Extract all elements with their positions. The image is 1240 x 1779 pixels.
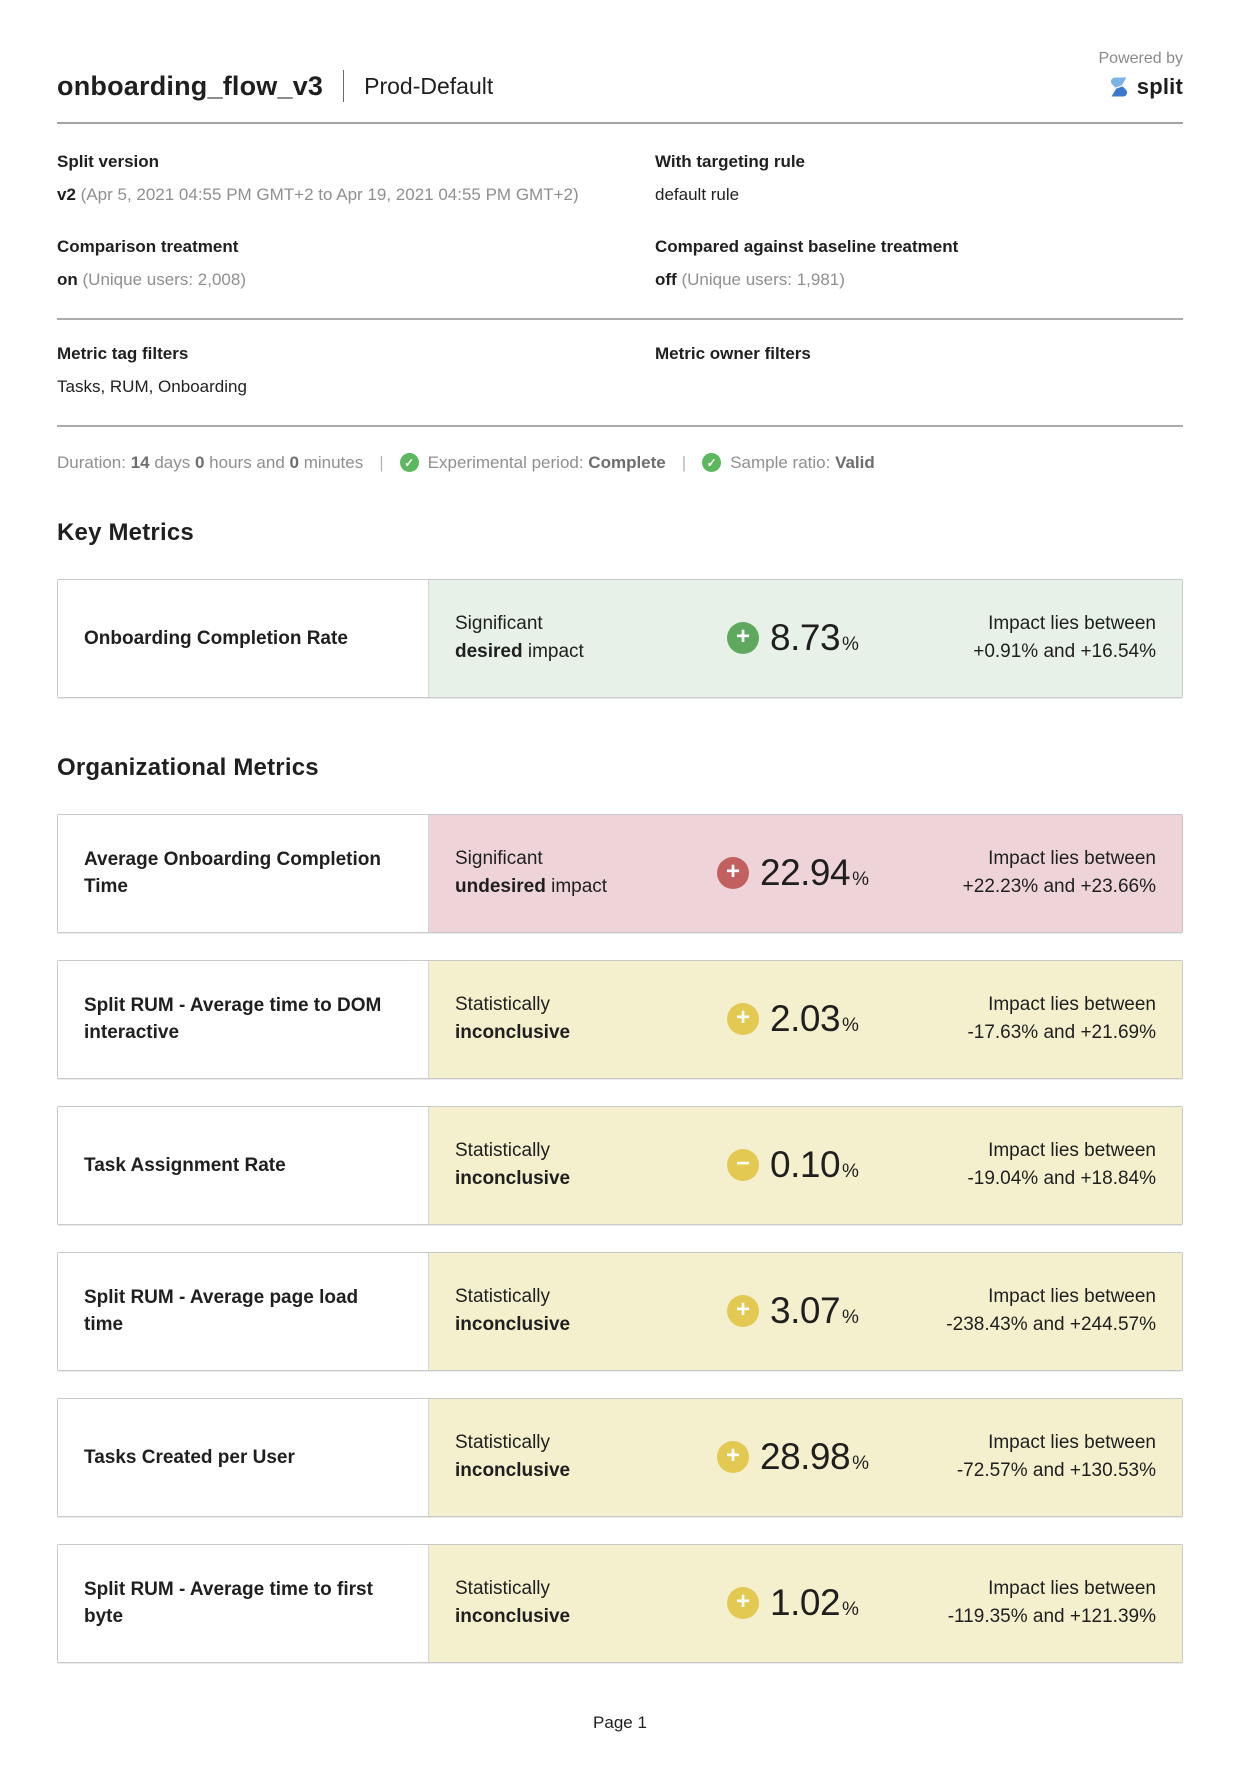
impact-percent: 1.02 xyxy=(770,1582,841,1624)
metric-result-cell xyxy=(429,815,1182,932)
title-separator xyxy=(343,70,344,102)
status-line1: Statistically xyxy=(455,993,551,1015)
meta-baseline-treatment xyxy=(655,237,1183,292)
metric-name-cell xyxy=(58,1253,429,1370)
impact-range-line1: Impact lies between xyxy=(988,993,1156,1015)
impact-range-line2: +22.23% and +23.66% xyxy=(962,876,1156,898)
meta-label: With targeting rule xyxy=(655,152,806,171)
metric-name-cell xyxy=(58,1107,429,1224)
status-line1: Statistically xyxy=(455,1431,551,1453)
status-line2: desired impact xyxy=(455,641,584,663)
impact-percent: 8.73 xyxy=(770,617,841,659)
meta-label: Metric tag filters xyxy=(57,343,189,363)
metric-result-cell xyxy=(429,580,1182,697)
metric-result-cell xyxy=(429,1107,1182,1224)
impact-range-line2: -119.35% and +121.39% xyxy=(947,1606,1156,1628)
percent-sign: % xyxy=(842,634,859,656)
minus-icon: − xyxy=(727,1149,759,1181)
organizational-metrics-heading: Organizational Metrics xyxy=(57,753,319,781)
impact-range xyxy=(906,991,1156,1048)
impact-value xyxy=(760,1436,869,1478)
metric-card xyxy=(57,814,1183,933)
impact-range-line2: -17.63% and +21.69% xyxy=(967,1022,1156,1044)
impact-value-block xyxy=(680,998,906,1040)
impact-range-line1: Impact lies between xyxy=(988,1139,1156,1161)
sample-ratio-text: Sample ratio: Valid xyxy=(730,452,875,472)
separator: | xyxy=(681,452,687,472)
metric-result-cell xyxy=(429,1545,1182,1662)
impact-range-line1: Impact lies between xyxy=(988,1285,1156,1307)
meta-value: default rule xyxy=(655,185,740,204)
status-line1: Significant xyxy=(455,612,543,634)
impact-value-block xyxy=(680,1144,906,1186)
metric-name-cell xyxy=(58,961,429,1078)
impact-value xyxy=(770,1582,859,1624)
impact-range xyxy=(906,845,1156,902)
separator: | xyxy=(379,452,384,472)
significance-status xyxy=(455,1137,680,1194)
metric-name-cell xyxy=(58,815,429,932)
plus-icon: + xyxy=(717,1441,749,1473)
metric-card xyxy=(57,1106,1183,1225)
plus-icon: + xyxy=(727,622,759,654)
check-icon: ✓ xyxy=(702,453,721,472)
metric-card xyxy=(57,1398,1183,1517)
impact-percent: 3.07 xyxy=(770,1290,841,1332)
significance-status xyxy=(455,1575,680,1632)
significance-status xyxy=(455,1283,680,1340)
impact-value-block xyxy=(680,1582,906,1624)
metric-name: Task Assignment Rate xyxy=(84,1154,286,1176)
meta-value: off (Unique users: 1,981) xyxy=(655,269,845,289)
meta-label: Metric owner filters xyxy=(655,343,811,363)
metric-result-cell xyxy=(429,1399,1182,1516)
impact-value-block xyxy=(680,617,906,659)
report-header xyxy=(57,50,1183,102)
metric-name-cell xyxy=(58,1399,429,1516)
percent-sign: % xyxy=(842,1161,859,1183)
metric-name: Onboarding Completion Rate xyxy=(84,627,348,649)
organizational-metrics-list xyxy=(57,814,1183,1663)
plus-icon: + xyxy=(727,1003,759,1035)
split-logo-icon xyxy=(1107,75,1131,99)
significance-status xyxy=(455,991,680,1048)
impact-range xyxy=(906,1137,1156,1194)
status-line2: inconclusive xyxy=(455,1314,571,1336)
impact-range-line1: Impact lies between xyxy=(988,1431,1156,1453)
percent-sign: % xyxy=(852,869,869,891)
meta-owner-filters xyxy=(655,344,1183,399)
metric-name: Split RUM - Average time to DOM interactive xyxy=(84,994,382,1044)
significance-status xyxy=(455,610,680,667)
status-line1: Statistically xyxy=(455,1577,551,1599)
significance-status xyxy=(455,1429,680,1486)
meta-grid xyxy=(57,152,1183,292)
brand-group xyxy=(1099,50,1184,102)
duration-text: Duration: 14 days 0 hours and 0 minutes xyxy=(57,452,364,472)
metric-name: Tasks Created per User xyxy=(84,1446,295,1468)
title-group xyxy=(57,70,493,102)
meta-tag-filters xyxy=(57,344,585,399)
metric-card xyxy=(57,1544,1183,1663)
impact-range xyxy=(906,1429,1156,1486)
key-metrics-heading: Key Metrics xyxy=(57,518,194,546)
metric-card xyxy=(57,579,1183,698)
experimental-period-text: Experimental period: Complete xyxy=(427,452,666,472)
impact-value xyxy=(770,1144,859,1186)
impact-range xyxy=(906,1575,1156,1632)
impact-value xyxy=(760,852,869,894)
impact-value xyxy=(770,998,859,1040)
metric-name: Split RUM - Average page load time xyxy=(84,1286,359,1336)
percent-sign: % xyxy=(842,1307,859,1329)
meta-value: v2 (Apr 5, 2021 04:55 PM GMT+2 to Apr 19, 2021 04:55 PM GMT+2) xyxy=(57,185,579,204)
impact-value-block xyxy=(680,852,906,894)
plus-icon: + xyxy=(727,1295,759,1327)
divider xyxy=(57,425,1183,427)
impact-range-line2: -238.43% and +244.57% xyxy=(946,1314,1156,1336)
impact-percent: 2.03 xyxy=(770,998,841,1040)
percent-sign: % xyxy=(852,1453,869,1475)
powered-by-label: Powered by xyxy=(1098,50,1183,67)
status-line1: Significant xyxy=(455,847,543,869)
impact-value xyxy=(770,617,859,659)
meta-targeting-rule xyxy=(655,152,1183,207)
meta-value: on (Unique users: 2,008) xyxy=(57,269,246,289)
impact-range xyxy=(906,610,1156,667)
status-line2: inconclusive xyxy=(455,1168,571,1190)
impact-range-line2: -19.04% and +18.84% xyxy=(967,1168,1156,1190)
impact-range-line1: Impact lies between xyxy=(988,612,1156,634)
check-icon: ✓ xyxy=(400,453,419,472)
plus-icon: + xyxy=(717,857,749,889)
impact-range-line1: Impact lies between xyxy=(988,847,1156,869)
impact-range-line2: -72.57% and +130.53% xyxy=(956,1460,1156,1482)
environment-name: Prod-Default xyxy=(364,72,494,99)
impact-range xyxy=(906,1283,1156,1340)
divider xyxy=(57,122,1183,124)
status-line2: inconclusive xyxy=(455,1460,571,1482)
impact-percent: 28.98 xyxy=(760,1436,851,1478)
brand-row xyxy=(1107,74,1183,100)
status-line1: Statistically xyxy=(455,1285,551,1307)
status-line2: inconclusive xyxy=(455,1022,571,1044)
impact-value-block xyxy=(680,1436,906,1478)
metric-name-cell xyxy=(58,580,429,697)
brand-name: split xyxy=(1136,74,1183,99)
meta-label: Compared against baseline treatment xyxy=(655,236,959,256)
metric-name-cell xyxy=(58,1545,429,1662)
impact-range-line1: Impact lies between xyxy=(988,1577,1156,1599)
status-line2: undesired impact xyxy=(455,876,608,898)
metric-result-cell xyxy=(429,961,1182,1078)
meta-split-version xyxy=(57,152,585,207)
impact-range-line2: +0.91% and +16.54% xyxy=(973,641,1156,663)
impact-value-block xyxy=(680,1290,906,1332)
metric-card xyxy=(57,1252,1183,1371)
experiment-status-bar xyxy=(57,453,1183,473)
divider xyxy=(57,318,1183,320)
plus-icon: + xyxy=(727,1587,759,1619)
impact-percent: 0.10 xyxy=(770,1144,841,1186)
status-line1: Statistically xyxy=(455,1139,551,1161)
key-metrics-list xyxy=(57,579,1183,698)
meta-comparison-treatment xyxy=(57,237,585,292)
page-number: Page 1 xyxy=(593,1712,647,1732)
meta-label: Comparison treatment xyxy=(57,236,239,256)
impact-percent: 22.94 xyxy=(760,852,851,894)
impact-value xyxy=(770,1290,859,1332)
status-line2: inconclusive xyxy=(455,1606,571,1628)
metric-name: Split RUM - Average time to first byte xyxy=(84,1578,373,1628)
metric-result-cell xyxy=(429,1253,1182,1370)
metric-card xyxy=(57,960,1183,1079)
significance-status xyxy=(455,845,680,902)
percent-sign: % xyxy=(842,1015,859,1037)
metric-name: Average Onboarding Completion Time xyxy=(84,848,381,898)
page-title: onboarding_flow_v3 xyxy=(57,70,324,101)
percent-sign: % xyxy=(842,1599,859,1621)
filters-grid xyxy=(57,344,1183,399)
meta-value: Tasks, RUM, Onboarding xyxy=(57,376,247,396)
meta-label: Split version xyxy=(57,152,160,171)
